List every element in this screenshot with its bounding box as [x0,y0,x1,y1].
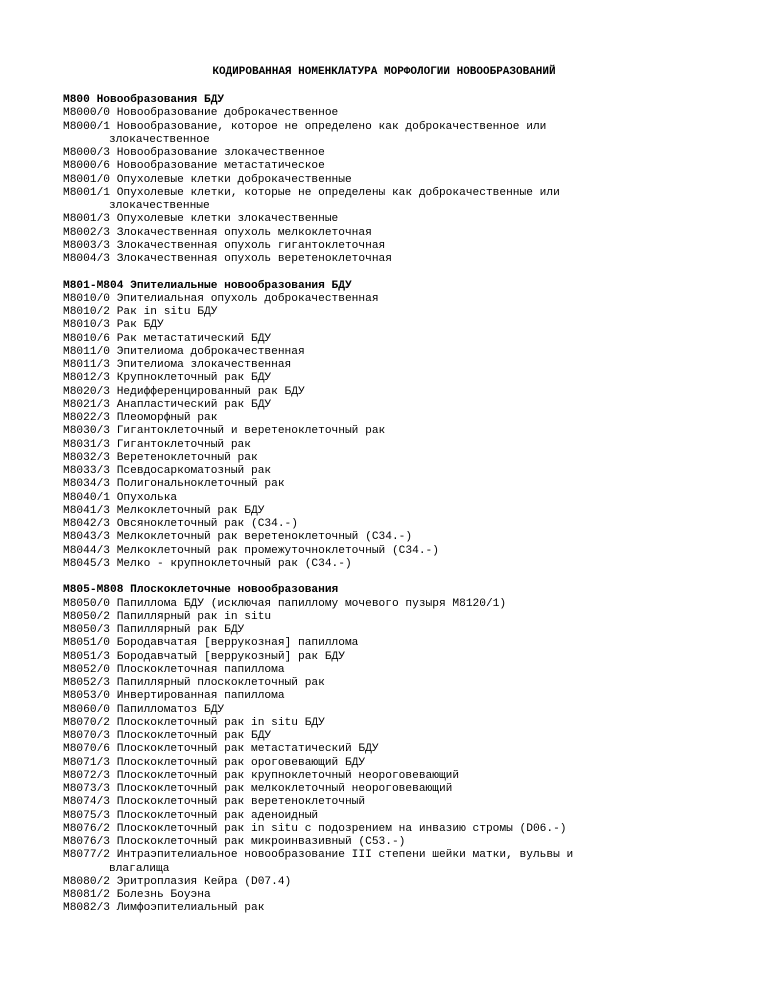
code-entry: M8072/3 Плоскоклеточный рак крупноклеточный неороговевающий [63,769,460,782]
code-entry: M8003/3 Злокачественная опухоль гигантоклеточная [63,239,386,252]
code-entry: M8053/0 Инвертированная папиллома [63,690,285,703]
code-entry: M8001/1 Опухолевые клетки, которые не определены как доброкачественные или [63,186,560,199]
section [63,584,763,915]
code-entry: M8012/3 Крупноклеточный рак БДУ [63,372,272,385]
code-entry: M8010/2 Рак in situ БДУ [63,306,218,318]
code-entry: M8050/3 Папиллярный рак БДУ [63,624,245,636]
code-entry: M8081/2 Болезнь Боуэна [63,889,211,901]
code-entry: M8051/3 Бородавчатый [веррукозный] рак БДУ [63,650,345,663]
code-entry: M8050/0 Папиллома БДУ (исключая папиллому мочевого пузыря M8120/1) [63,597,507,610]
code-entry: M8002/3 Злокачественная опухоль мелкоклеточная [63,226,372,239]
code-entry: M8075/3 Плоскоклеточный рак аденоидный [63,809,319,822]
code-entry: M8077/2 Интраэпителиальное новообразование III степени шейки матки, вульвы и [63,849,574,862]
document-content [63,94,763,916]
entry-continuation: злокачественное [109,133,210,146]
code-entry: M8010/3 Рак БДУ [63,319,164,332]
code-entry: M8000/6 Новообразование метастатическое [63,160,325,173]
code-entry: M8070/2 Плоскоклеточный рак in situ БДУ [63,716,325,729]
code-entry: M8076/2 Плоскоклеточный рак in situ с подозрением на инвазию стромы (D06.-) [63,822,567,835]
code-entry: M8076/3 Плоскоклеточный рак микроинвазивный (C53.-) [63,836,406,848]
code-entry: M8050/2 Папиллярный рак in situ [63,610,272,623]
code-entry: M8070/6 Плоскоклеточный рак метастатический БДУ [63,743,379,756]
code-entry: M8000/3 Новообразование злокачественное [63,147,325,159]
code-entry: M8020/3 Недифференцированный рак БДУ [63,385,305,398]
code-entry: M8070/3 Плоскоклеточный рак БДУ [63,730,272,742]
code-entry: M8031/3 Гигантоклеточный рак [63,438,251,451]
code-entry: M8045/3 Мелко - крупноклеточный рак (C34.-) [63,557,352,570]
entry-continuation: влагалища [109,862,170,875]
code-entry: M8030/3 Гигантоклеточный и веретеноклеточный рак [63,425,386,438]
section [63,94,763,266]
code-entry: M8043/3 Мелкоклеточный рак веретеноклеточный (C34.-) [63,531,413,544]
entry-continuation: злокачественные [109,200,210,212]
code-entry: M8042/3 Овсяноклеточный рак (C34.-) [63,518,298,530]
document-title: КОДИРОВАННАЯ НОМЕНКЛАТУРА МОРФОЛОГИИ НОВООБРАЗОВАНИЙ [212,66,556,78]
code-entry: M8074/3 Плоскоклеточный рак веретеноклеточный [63,796,366,809]
code-entry: M8001/3 Опухолевые клетки злокачественные [63,213,339,226]
code-entry: M8000/1 Новообразование, которое не определено как доброкачественное или [63,120,547,133]
code-entry: M8033/3 Псевдосаркоматозный рак [63,465,272,477]
code-entry: M8052/0 Плоскоклеточная папиллома [63,663,285,676]
code-entry: M8010/0 Эпителиальная опухоль доброкачественная [63,292,379,305]
code-entry: M8021/3 Анапластический рак БДУ [63,398,272,411]
section-heading: M801-M804 Эпителиальные новообразования БДУ [63,279,352,292]
code-entry: M8010/6 Рак метастатический БДУ [63,332,272,345]
code-entry: M8004/3 Злокачественная опухоль веретеноклеточная [63,253,392,265]
code-entry: M8032/3 Веретеноклеточный рак [63,451,258,464]
code-entry: M8011/0 Эпителиома доброкачественная [63,345,305,358]
code-entry: M8041/3 Мелкоклеточный рак БДУ [63,504,265,517]
section [63,280,763,572]
code-entry: M8040/1 Опухолька [63,491,178,504]
code-entry: M8071/3 Плоскоклеточный рак ороговевающий БДУ [63,756,366,769]
code-entry: M8022/3 Плеоморфный рак [63,412,218,424]
code-entry: M8000/0 Новообразование доброкачественное [63,107,339,120]
code-entry: M8052/3 Папиллярный плоскоклеточный рак [63,677,325,689]
section-heading: M800 Новообразования БДУ [63,94,225,106]
code-entry: M8082/3 Лимфоэпителиальный рак [63,902,265,915]
code-entry: M8034/3 Полигональноклеточный рак [63,478,285,491]
code-entry: M8073/3 Плоскоклеточный рак мелкоклеточный неороговевающий [63,783,453,795]
code-entry: M8051/0 Бородавчатая [веррукозная] папиллома [63,637,359,650]
code-entry: M8001/0 Опухолевые клетки доброкачественные [63,173,352,186]
section-heading: M805-M808 Плоскоклеточные новообразования [63,584,339,597]
code-entry: M8060/0 Папилломатоз БДУ [63,703,225,716]
code-entry: M8044/3 Мелкоклеточный рак промежуточноклеточный (C34.-) [63,544,439,557]
code-entry: M8011/3 Эпителиома злокачественная [63,359,292,371]
code-entry: M8080/2 Эритроплазия Кейра (D07.4) [63,875,292,888]
